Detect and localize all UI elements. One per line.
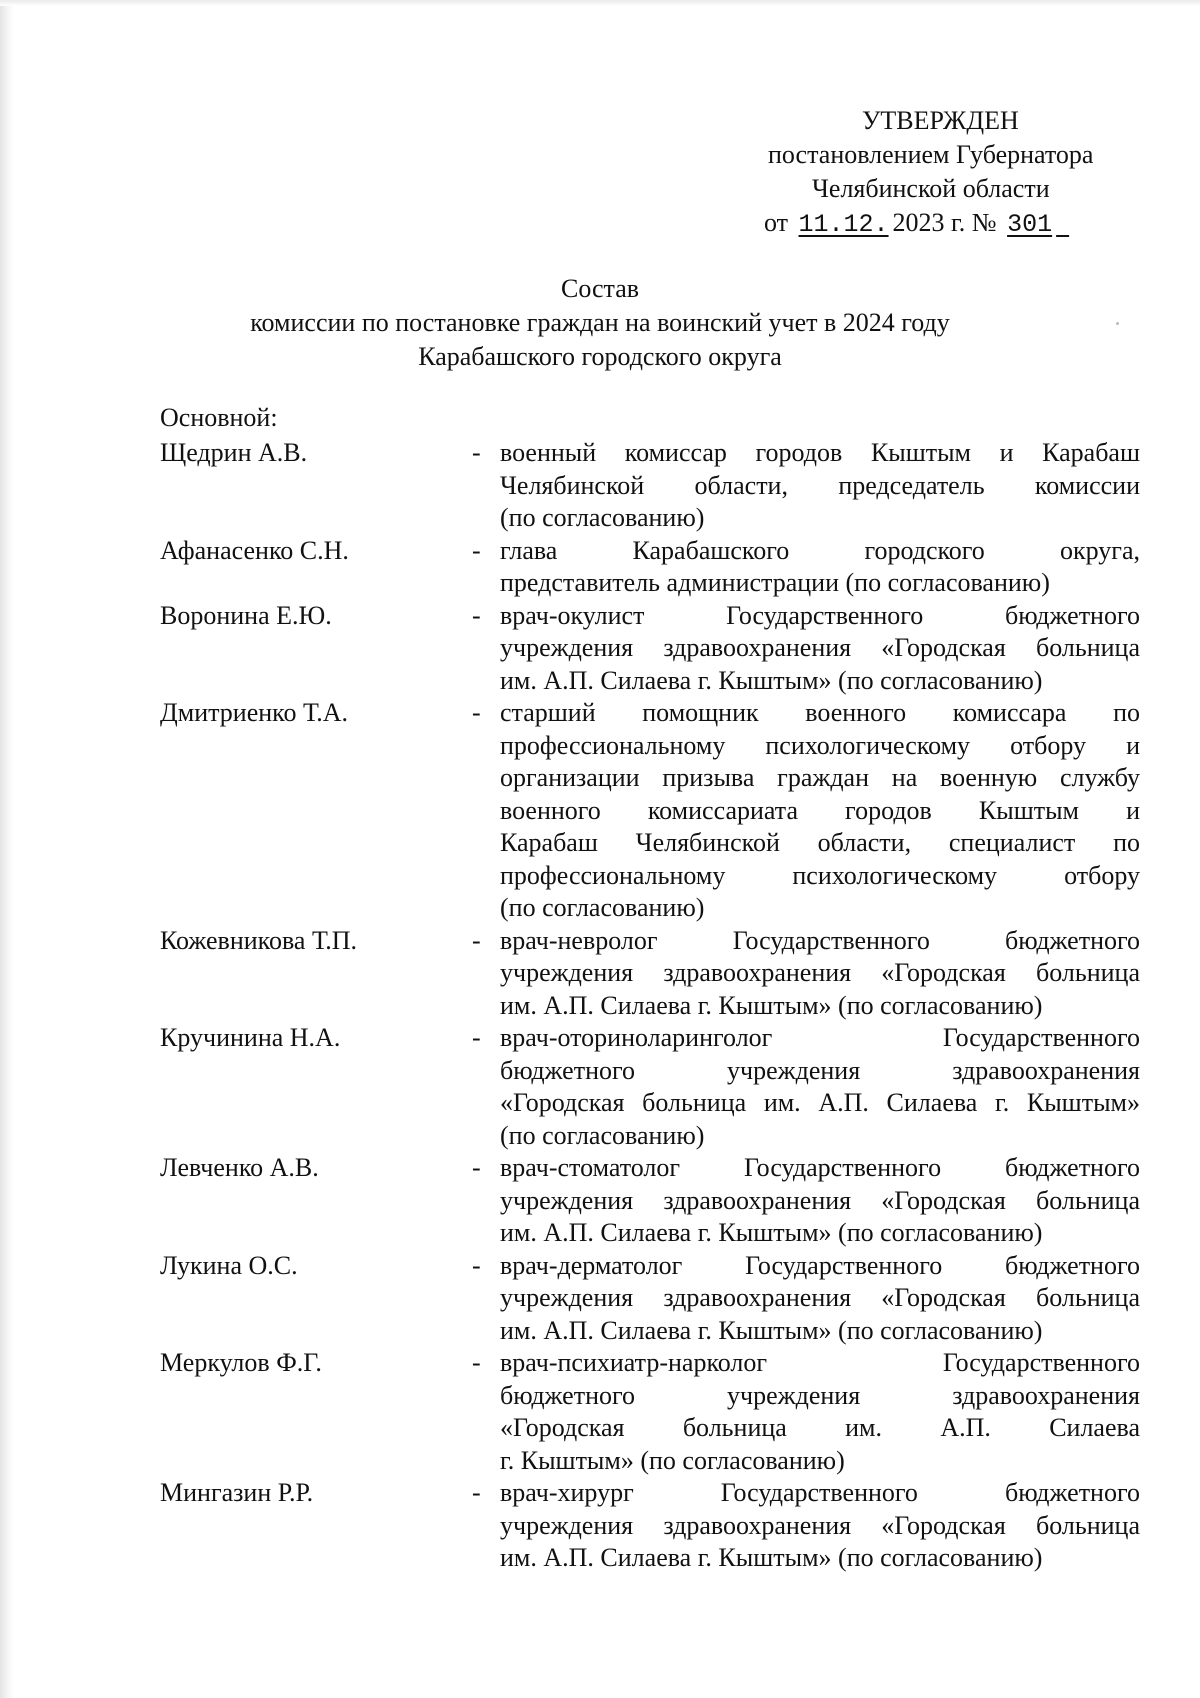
member-description	[500, 1022, 1140, 1152]
member-description-line: им. А.П. Силаева г. Кыштым» (по согласованию)	[500, 1218, 1043, 1247]
member-description-line: врач-дерматолог Государственного бюджетного	[500, 1250, 1140, 1280]
member-dash: -	[472, 1023, 481, 1052]
member-name: Мингазин Р.Р.	[160, 1478, 314, 1507]
member-row	[160, 1477, 1145, 1575]
date-prefix: от	[764, 208, 789, 237]
approval-date-line	[740, 206, 1140, 242]
approval-region-line: Челябинской области	[812, 174, 1050, 203]
member-name: Кручинина Н.А.	[160, 1023, 341, 1052]
scan-edge-left	[0, 0, 14, 1698]
member-description	[500, 600, 1140, 698]
member-dash: -	[472, 1250, 481, 1280]
member-description-line: организации призыва граждан на военную службу	[500, 763, 1140, 792]
scan-edge-top	[0, 0, 1200, 6]
member-description	[500, 1347, 1140, 1477]
member-description-line: (по согласованию)	[500, 1120, 705, 1150]
member-row	[160, 925, 1145, 1023]
member-description-line: врач-окулист Государственного бюджетного	[500, 600, 1140, 630]
member-description-line: (по согласованию)	[500, 893, 705, 922]
member-description-line: «Городская больница им. А.П. Силаева г. Кыштым»	[500, 1088, 1140, 1117]
member-description-line: им. А.П. Силаева г. Кыштым» (по согласованию)	[500, 665, 1043, 695]
date-year: 2023 г.	[892, 208, 966, 237]
title-line-2: комиссии по постановке граждан на воинский учет в 2024 году	[250, 308, 950, 337]
member-row	[160, 1250, 1145, 1348]
number-filled: 301	[1007, 210, 1053, 239]
member-name: Лукина О.С.	[160, 1250, 298, 1280]
member-dash: -	[472, 1348, 481, 1377]
member-description-line: им. А.П. Силаева г. Кыштым» (по согласованию)	[500, 990, 1043, 1020]
number-underline-tail	[1056, 208, 1069, 237]
document-title	[0, 272, 1200, 374]
member-description-line: старший помощник военного комиссара по	[500, 698, 1140, 727]
member-dash: -	[472, 1478, 481, 1507]
member-description-line: профессиональному психологическому отбору и	[500, 730, 1140, 760]
member-description	[500, 535, 1140, 600]
member-description-line: врач-невролог Государственного бюджетного	[500, 925, 1140, 955]
member-description-line: профессиональному психологическому отбору	[500, 860, 1140, 890]
member-description	[500, 697, 1140, 925]
member-description-line: военного комиссариата городов Кыштым и	[500, 795, 1140, 825]
member-description-line: врач-психиатр-нарколог Государственного	[500, 1348, 1140, 1377]
member-row	[160, 1347, 1145, 1477]
member-description	[500, 1477, 1140, 1575]
member-description-line: врач-хирург Государственного бюджетного	[500, 1478, 1140, 1507]
member-description-line: им. А.П. Силаева г. Кыштым» (по согласованию)	[500, 1315, 1043, 1345]
member-description-line: учреждения здравоохранения «Городская больница	[500, 1510, 1140, 1540]
member-name: Кожевникова Т.П.	[160, 925, 358, 955]
member-description-line: «Городская больница им. А.П. Силаева	[500, 1413, 1140, 1442]
member-row	[160, 535, 1145, 600]
title-line-3: Карабашского городского округа	[418, 342, 782, 371]
member-name: Воронина Е.Ю.	[160, 600, 332, 630]
member-name: Меркулов Ф.Г.	[160, 1348, 322, 1377]
approval-heading: УТВЕРЖДЕН	[862, 106, 1019, 135]
member-row	[160, 1022, 1145, 1152]
title-line-1: Состав	[560, 274, 640, 303]
member-row	[160, 437, 1145, 535]
member-dash: -	[472, 1153, 481, 1182]
member-dash: -	[472, 925, 481, 955]
member-dash: -	[472, 600, 481, 630]
member-description-line: врач-оториноларинголог Государственного	[500, 1023, 1140, 1052]
member-description-line: (по согласованию)	[500, 503, 705, 532]
member-description-line: учреждения здравоохранения «Городская больница	[500, 1185, 1140, 1215]
member-description-line: Карабаш Челябинской области, специалист по	[500, 828, 1140, 857]
member-description-line: г. Кыштым» (по согласованию)	[500, 1445, 845, 1475]
member-description	[500, 925, 1140, 1023]
member-description	[500, 1250, 1140, 1348]
member-dash: -	[472, 698, 481, 727]
member-description-line: учреждения здравоохранения «Городская больница	[500, 1283, 1140, 1312]
member-name: Афанасенко С.Н.	[160, 535, 349, 565]
member-dash: -	[472, 438, 481, 467]
member-description-line: бюджетного учреждения здравоохранения	[500, 1380, 1140, 1410]
member-row	[160, 600, 1145, 698]
date-filled: 11.12.	[798, 210, 889, 239]
member-name: Дмитриенко Т.А.	[160, 698, 349, 727]
member-description	[500, 1152, 1140, 1250]
member-description	[500, 437, 1140, 535]
member-description-line: военный комиссар городов Кыштым и Карабаш	[500, 438, 1140, 467]
member-row	[160, 697, 1145, 925]
member-description-line: представитель администрации (по согласованию)	[500, 568, 1050, 597]
section-label: Основной:	[160, 403, 278, 432]
member-description-line: учреждения здравоохранения «Городская больница	[500, 958, 1140, 987]
approval-stamp	[740, 104, 1140, 242]
member-description-line: учреждения здравоохранения «Городская больница	[500, 633, 1140, 662]
member-name: Щедрин А.В.	[160, 438, 308, 467]
member-description-line: Челябинской области, председатель комиссии	[500, 470, 1140, 500]
member-name: Левченко А.В.	[160, 1153, 319, 1182]
member-dash: -	[472, 535, 481, 565]
member-description-line: бюджетного учреждения здравоохранения	[500, 1055, 1140, 1085]
members-list	[160, 437, 1145, 1575]
number-prefix: №	[971, 208, 997, 237]
approval-decree-line: постановлением Губернатора	[768, 140, 1094, 169]
member-description-line: им. А.П. Силаева г. Кыштым» (по согласованию)	[500, 1543, 1043, 1572]
member-description-line: врач-стоматолог Государственного бюджетного	[500, 1153, 1140, 1182]
member-row	[160, 1152, 1145, 1250]
member-description-line: глава Карабашского городского округа,	[500, 535, 1140, 565]
